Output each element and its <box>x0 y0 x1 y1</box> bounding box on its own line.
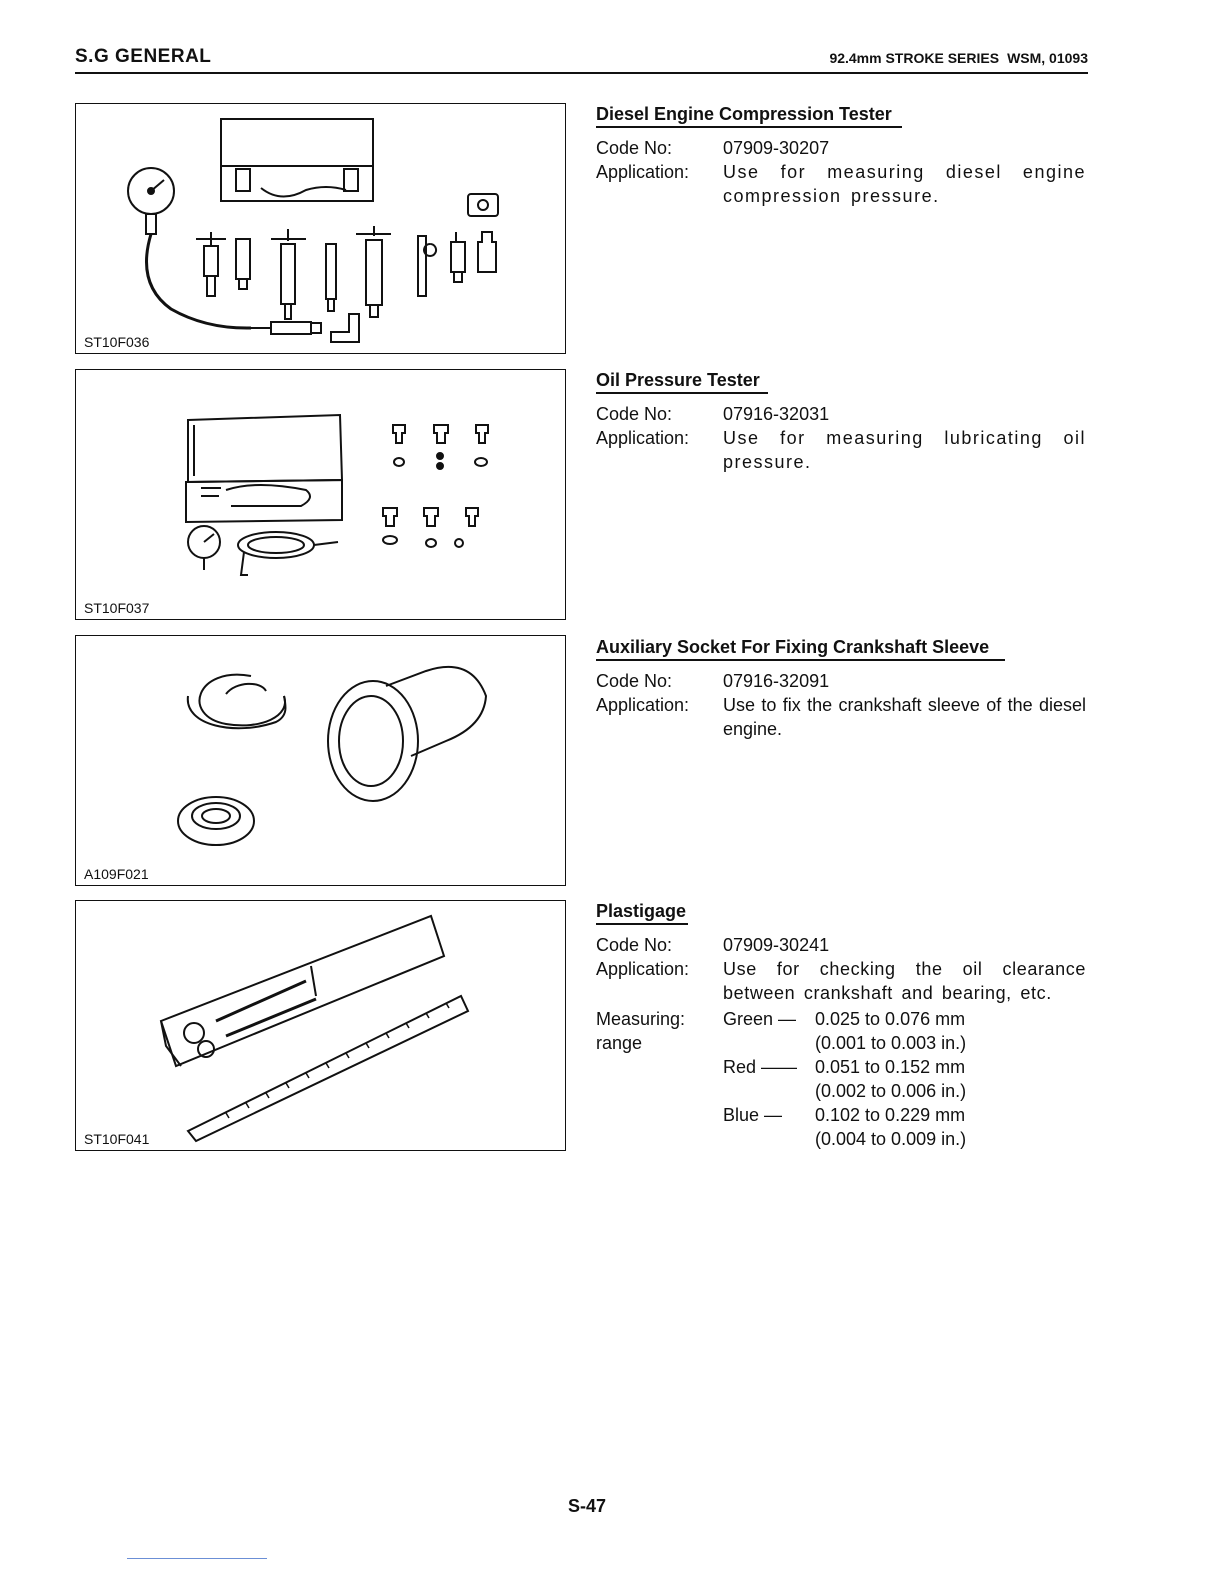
application-row <box>596 160 1086 208</box>
code-value: 07909-30207 <box>723 138 830 158</box>
range-label: range <box>596 1033 643 1053</box>
figure-plastigage <box>75 900 566 1151</box>
code-label: Code No: <box>596 671 673 691</box>
application-row <box>596 426 1086 474</box>
code-row <box>596 402 1086 426</box>
page-header <box>75 46 1088 74</box>
application-row <box>596 693 1086 741</box>
code-label: Code No: <box>596 935 673 955</box>
application-label: Application: <box>596 428 690 448</box>
doc-code: WSM, 01093 <box>1007 50 1088 66</box>
range-mm: 0.025 to 0.076 mm <box>815 1009 966 1029</box>
tool-plastigage <box>596 901 1086 1151</box>
compression-tester-kit-illustration <box>76 104 567 355</box>
range-mm: 0.051 to 0.152 mm <box>815 1057 966 1077</box>
application-value: Use for measuring diesel engine compression pressure. <box>723 162 1086 206</box>
series-label: 92.4mm STROKE SERIES <box>829 50 1000 66</box>
application-row <box>596 957 1086 1005</box>
code-value: 07909-30241 <box>723 935 830 955</box>
range-row-blue-inch <box>596 1127 1086 1151</box>
figure-oil-pressure-tester <box>75 369 566 620</box>
code-label: Code No: <box>596 138 673 158</box>
code-row <box>596 136 1086 160</box>
application-value: Use to fix the crankshaft sleeve of the diesel engine. <box>723 695 1086 739</box>
application-label: Application: <box>596 695 690 715</box>
range-color: Green <box>723 1009 774 1029</box>
application-label: Application: <box>596 959 690 979</box>
range-row-red: Red —— 0.051 to 0.152 mm <box>596 1055 1086 1079</box>
code-label: Code No: <box>596 404 673 424</box>
range-inch: (0.001 to 0.003 in.) <box>815 1033 967 1053</box>
range-mm: 0.102 to 0.229 mm <box>815 1105 966 1125</box>
code-value: 07916-32091 <box>723 671 830 691</box>
tool-title: Oil Pressure Tester <box>596 370 768 394</box>
range-inch: (0.004 to 0.009 in.) <box>815 1129 967 1149</box>
plastigage-package-illustration <box>76 901 567 1152</box>
range-color: Blue <box>723 1105 760 1125</box>
oil-pressure-tester-kit-illustration <box>76 370 567 621</box>
range-row-green: Measuring: Green — 0.025 to 0.076 mm <box>596 1007 1086 1031</box>
range-row-green-inch <box>596 1031 1086 1055</box>
tool-title: Auxiliary Socket For Fixing Crankshaft Sleeve <box>596 637 1005 661</box>
code-value: 07916-32031 <box>723 404 830 424</box>
figure-code: ST10F037 <box>84 600 150 616</box>
range-row-blue: Blue — 0.102 to 0.229 mm <box>596 1103 1086 1127</box>
tool-title: Diesel Engine Compression Tester <box>596 104 902 128</box>
code-row <box>596 669 1086 693</box>
application-label: Application: <box>596 162 690 182</box>
header-series-info <box>821 50 1088 66</box>
measuring-label: Measuring: <box>596 1009 686 1029</box>
range-color: Red <box>723 1057 757 1077</box>
figure-code: ST10F036 <box>84 334 150 350</box>
range-row-red-inch <box>596 1079 1086 1103</box>
page-number: S-47 <box>568 1496 607 1516</box>
figure-code: A109F021 <box>84 866 149 882</box>
application-value: Use for checking the oil clearance between crankshaft and bearing, etc. <box>723 959 1086 1003</box>
tool-title: Plastigage <box>596 901 688 925</box>
tool-auxiliary-socket <box>596 637 1086 741</box>
range-inch: (0.002 to 0.006 in.) <box>815 1081 967 1101</box>
figure-auxiliary-socket <box>75 635 566 886</box>
tool-oil-pressure-tester <box>596 370 1086 474</box>
crankshaft-sleeve-socket-illustration <box>76 636 567 887</box>
section-title: S.G GENERAL <box>75 46 212 67</box>
figure-code: ST10F041 <box>84 1131 150 1147</box>
application-value: Use for measuring lubricating oil pressure. <box>723 428 1086 472</box>
figure-compression-tester <box>75 103 566 354</box>
tool-compression-tester <box>596 104 1086 208</box>
code-row <box>596 933 1086 957</box>
footer-divider <box>127 1558 267 1559</box>
